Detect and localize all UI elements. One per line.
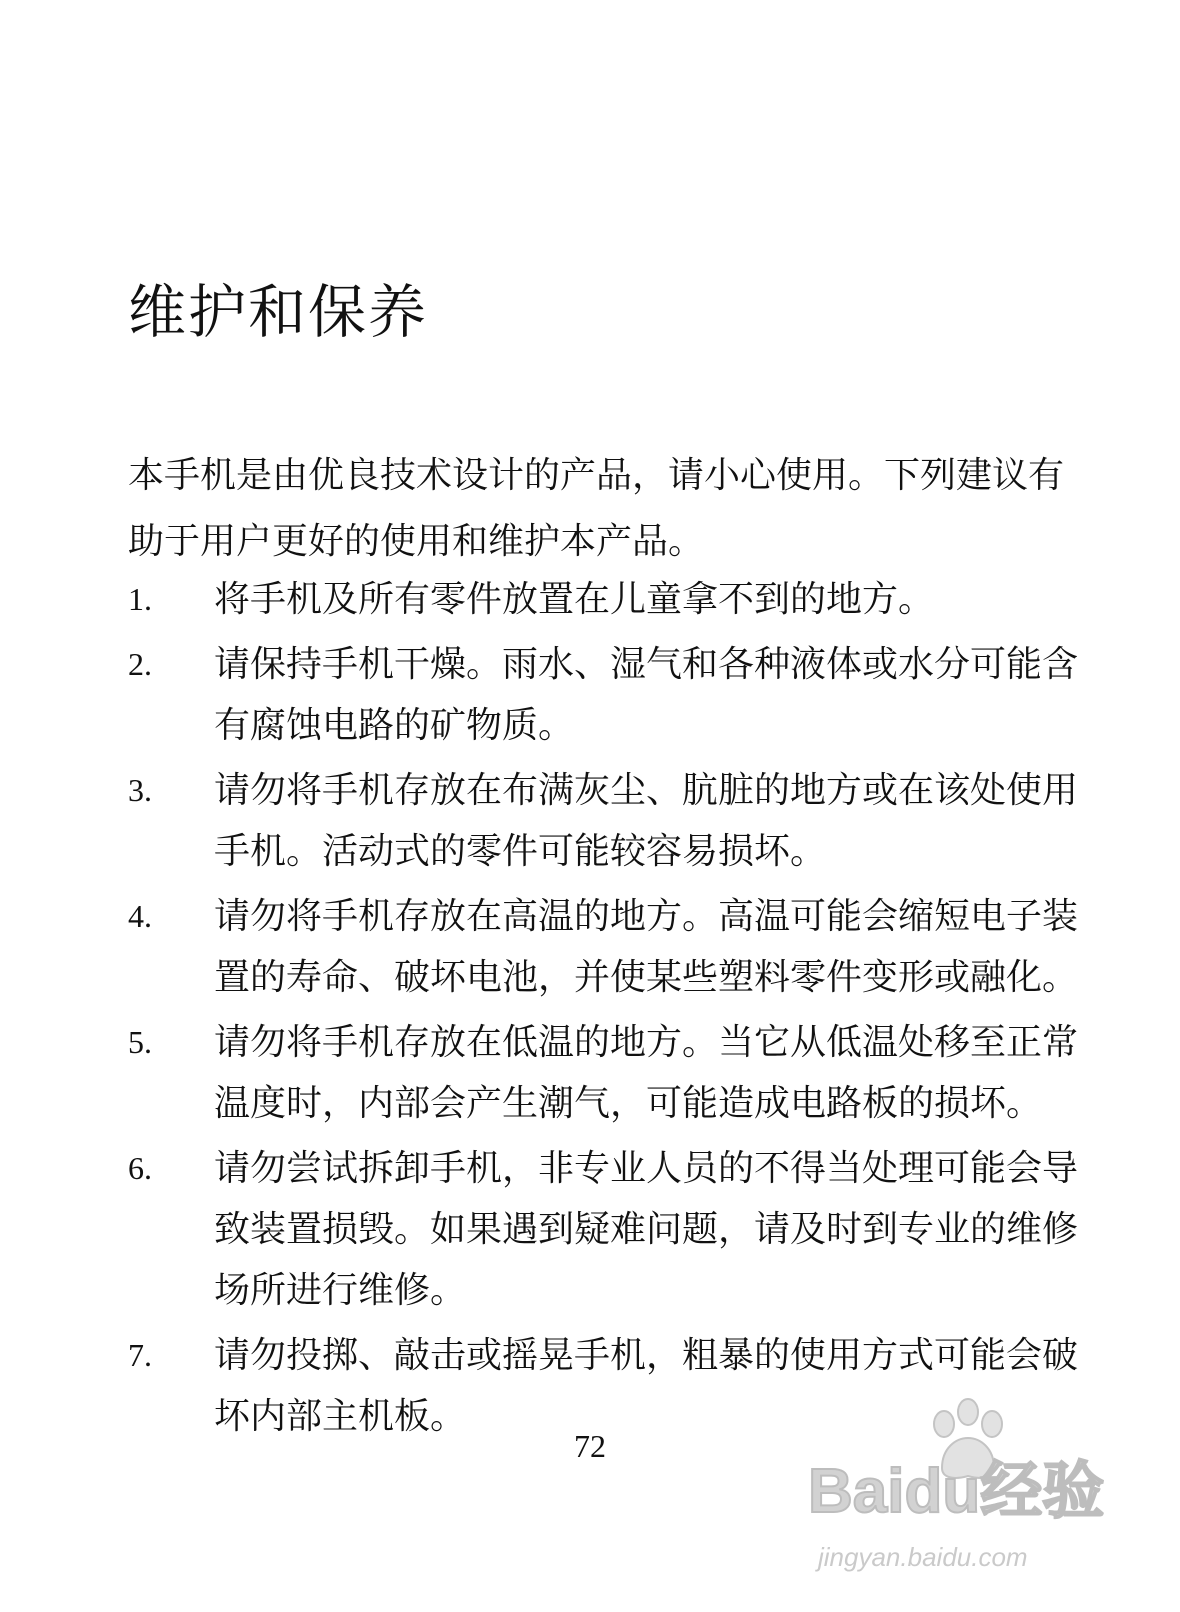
list-item-text: 请勿将手机存放在布满灰尘、肮脏的地方或在该处使用手机。活动式的零件可能较容易损坏。 xyxy=(214,770,1079,872)
list-item-text: 将手机及所有零件放置在儿童拿不到的地方。 xyxy=(214,579,935,620)
list-item-number: 7. xyxy=(128,1337,152,1373)
list-item-text: 请勿将手机存放在高温的地方。高温可能会缩短电子装置的寿命、破坏电池，并使某些塑料零件变形或融化。 xyxy=(214,896,1079,998)
care-tips-list xyxy=(128,569,1088,1451)
list-item xyxy=(128,1138,1088,1321)
list-item-number: 6. xyxy=(128,1150,152,1186)
baidu-watermark xyxy=(808,1398,1105,1608)
list-item xyxy=(128,569,1088,630)
list-item-text: 请勿投掷、敲击或摇晃手机，粗暴的使用方式可能会破坏内部主机板。 xyxy=(214,1335,1079,1437)
list-item-number: 1. xyxy=(128,581,152,617)
intro-paragraph: 本手机是由优良技术设计的产品，请小心使用。下列建议有助于用户更好的使用和维护本产品。 xyxy=(128,455,1065,562)
list-item-number: 4. xyxy=(128,898,152,934)
watermark-url: jingyan.baidu.com xyxy=(818,1542,1028,1572)
list-item-text: 请勿将手机存放在低温的地方。当它从低温处移至正常温度时，内部会产生潮气，可能造成电路板的损坏。 xyxy=(214,1022,1079,1124)
list-item-number: 3. xyxy=(128,772,152,808)
list-item-text: 请保持手机干燥。雨水、湿气和各种液体或水分可能含有腐蚀电路的矿物质。 xyxy=(214,644,1079,746)
list-item xyxy=(128,886,1088,1008)
list-item-number: 2. xyxy=(128,646,152,682)
page-number: 72 xyxy=(574,1428,606,1464)
list-item xyxy=(128,1012,1088,1134)
list-item-text: 请勿尝试拆卸手机，非专业人员的不得当处理可能会导致装置损毁。如果遇到疑难问题，请及时到专业的维修场所进行维修。 xyxy=(214,1148,1079,1311)
watermark-brand: Baidu经验 xyxy=(808,1457,1105,1526)
list-item-number: 5. xyxy=(128,1024,152,1060)
list-item xyxy=(128,634,1088,756)
list-item xyxy=(128,760,1088,882)
page-title: 维护和保养 xyxy=(128,278,429,346)
